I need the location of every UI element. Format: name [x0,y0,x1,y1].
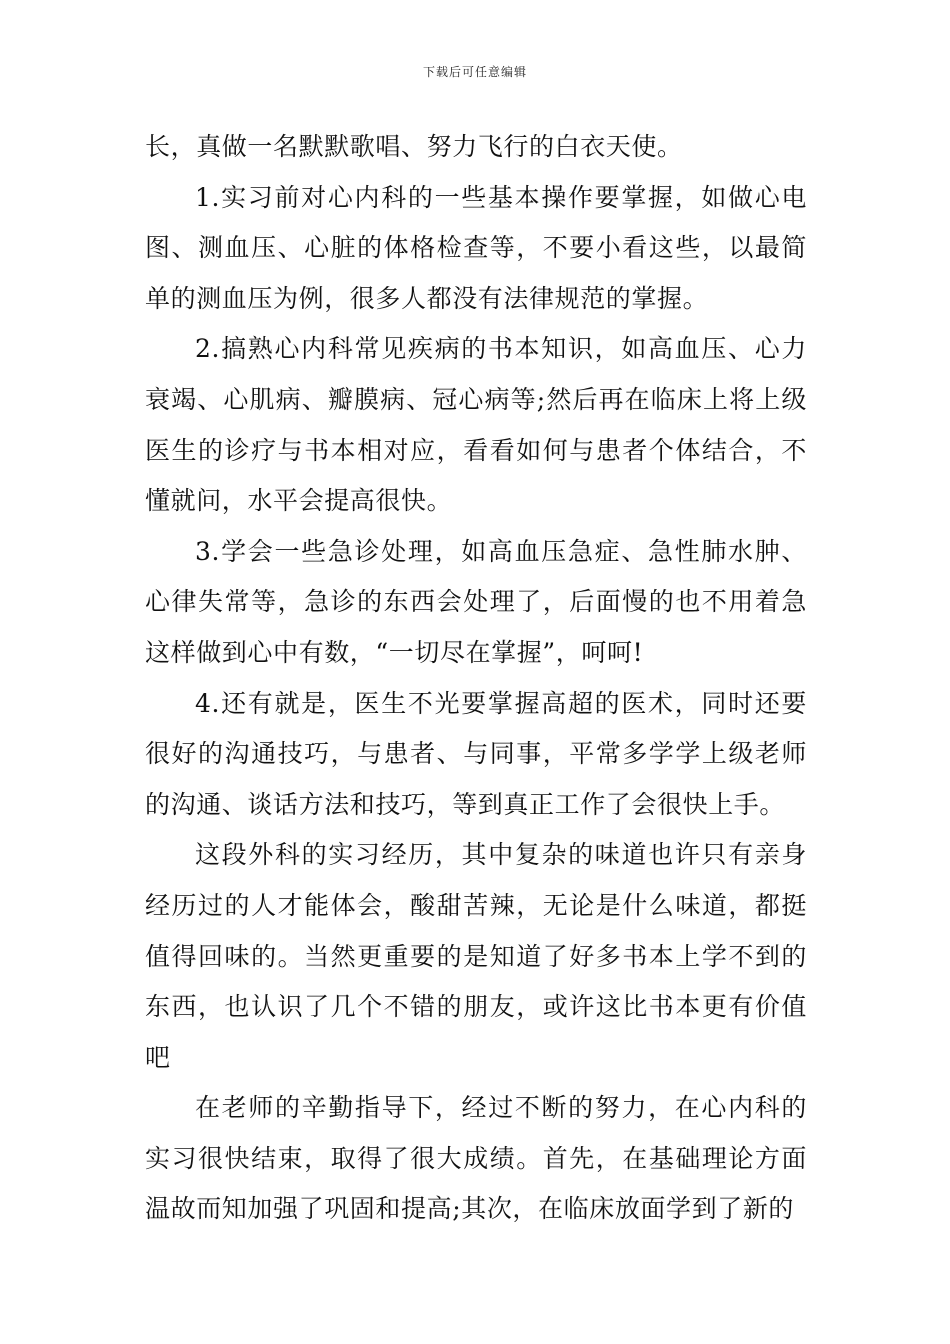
page-header-note: 下载后可任意编辑 [422,65,527,79]
paragraph-summary: 在老师的辛勤指导下，经过不断的努力，在心内科的实习很快结束，取得了很大成绩。首先，在基础理论方面温故而知加强了巩固和提高;其次，在临床放面学到了新的 [145,1093,807,1224]
paragraph-tip-3: 3.学会一些急诊处理，如高血压急症、急性肺水肿、心律失常等，急诊的东西会处理了，后面慢的也不用着急这样做到心中有数，“一切尽在掌握”，呵呵! [145,536,807,667]
document-body [145,122,807,1235]
paragraph-tip-1: 1.实习前对心内科的一些基本操作要掌握，如做心电图、测血压、心脏的体格检查等，不要小看这些，以最简单的测血压为例，很多人都没有法律规范的掌握。 [145,182,807,313]
paragraph-tip-4: 4.还有就是，医生不光要掌握高超的医术，同时还要很好的沟通技巧，与患者、与同事，平常多学学上级老师的沟通、谈话方法和技巧，等到真正工作了会很快上手。 [145,688,807,819]
paragraph-tip-2: 2.搞熟心内科常见疾病的书本知识，如高血压、心力衰竭、心肌病、瓣膜病、冠心病等;然后再在临床上将上级医生的诊疗与书本相对应，看看如何与患者个体结合，不懂就问，水平会提高很快。 [145,334,807,516]
paragraph-reflection: 这段外科的实习经历，其中复杂的味道也许只有亲身经历过的人才能体会，酸甜苦辣，无论是什么味道，都挺值得回味的。当然更重要的是知道了好多书本上学不到的东西，也认识了几个不错的朋友，或许这比书本更有价值吧 [145,840,807,1072]
paragraph-continuation: 长，真做一名默默歌唱、努力飞行的白衣天使。 [145,132,683,161]
